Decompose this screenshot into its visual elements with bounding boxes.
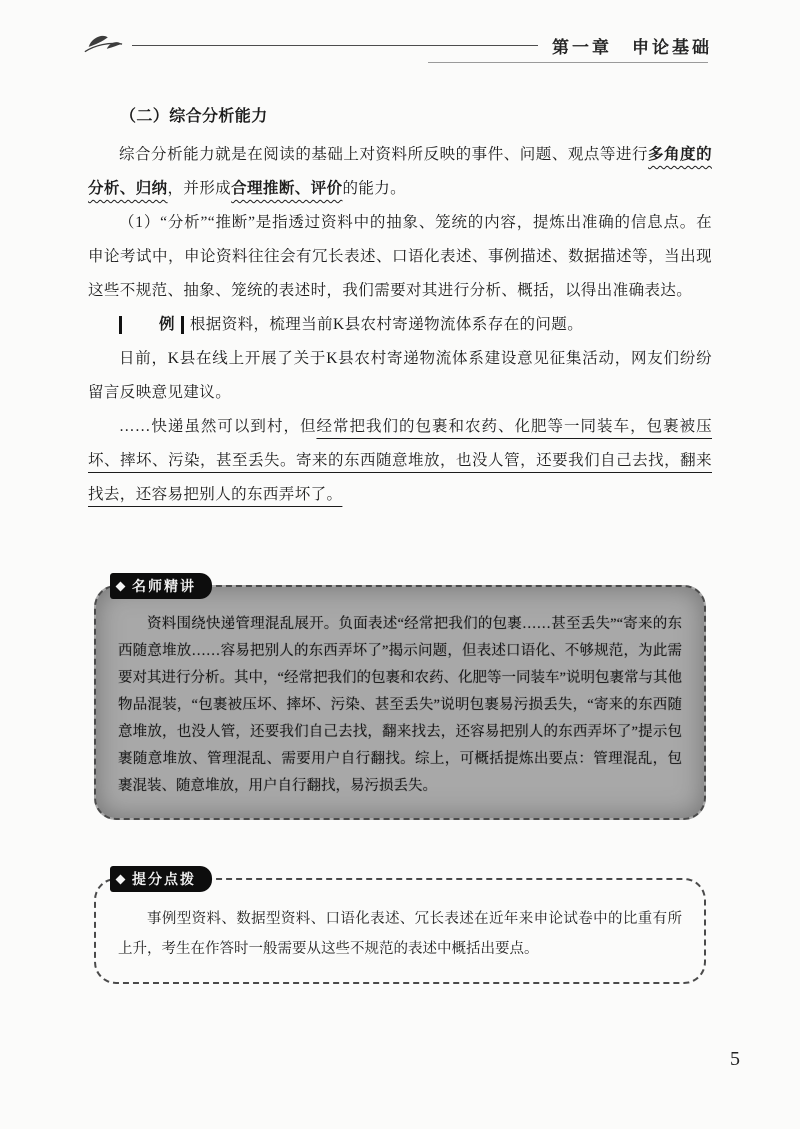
section-heading: （二）综合分析能力	[120, 108, 268, 125]
tip-badge: 提分点拨	[110, 866, 212, 892]
paragraph-analysis-definition: （1）“分析”“推断”是指透过资料中的抽象、笼统的内容，提炼出准确的信息点。在申论考试中，申论资料往往会有冗长表述、口语化表述、事例描述、数据描述等，当出现这些不规范、抽象、笼统的表述时，我们需要对其进行分析、概括，以得出准确表达。	[88, 214, 712, 299]
text-run: 综合分析能力就是在阅读的基础上对资料所反映的事件、问题、观点等进行	[119, 146, 648, 163]
text-run: ……快递虽然可以到村，但	[119, 418, 317, 435]
paragraph-intro	[88, 138, 712, 206]
analysis-box	[94, 585, 706, 820]
emphasized-text: 合理推断、评价	[231, 180, 343, 197]
page-number: 5	[730, 1048, 740, 1070]
example-text: 根据资料，梳理当前K县农村寄递物流体系存在的问题。	[189, 316, 584, 333]
leaf-icon	[82, 32, 124, 58]
example-line	[88, 308, 712, 342]
example-marker: 例	[119, 316, 184, 334]
header-rule	[132, 45, 538, 46]
chapter-title: 第一章 申论基础	[552, 37, 712, 57]
tip-text: 事例型资料、数据型资料、口语化表述、冗长表述在近年来申论试卷中的比重有所上升，考生在作答时一般需要从这些不规范的表述中概括出要点。	[118, 911, 682, 957]
page-header	[82, 30, 712, 60]
main-content	[88, 100, 712, 512]
text-run: 的能力。	[342, 180, 407, 197]
analysis-badge: 名师精讲	[110, 573, 212, 599]
text-run: ，并形成	[167, 180, 232, 197]
tip-section	[94, 873, 706, 984]
paragraph-material-intro: 日前，K县在线上开展了关于K县农村寄递物流体系建设意见征集活动，网友们纷纷留言反映意见建议。	[88, 350, 712, 401]
tip-box	[94, 878, 706, 984]
analysis-section	[94, 580, 706, 820]
underlined-text: 经常把我们的包裹和农药、化肥等一同装车，包裹被压坏、摔坏、污染，甚至丢失。寄来的东西随意堆放，也没人管，还要我们自己去找，翻来找去，还容易把别人的东西弄坏了。	[88, 418, 712, 503]
analysis-text: 资料围绕快递管理混乱展开。负面表述“经常把我们的包裹……甚至丢失”“寄来的东西随意堆放……容易把别人的东西弄坏了”揭示问题，但表述口语化、不够规范，为此需要对其进行分析。其中，“经常把我们的包裹和农药、化肥等一同装车”说明包裹常与其他物品混装，“包裹被压坏、摔坏、污染、甚至丢失”说明包裹易污损丢失，“寄来的东西随意堆放，也没人管，还要我们自己去找，翻来找去，还容易把别人的东西弄坏了”提示包裹随意堆放、管理混乱、需要用户自行翻找。综上，可概括提炼出要点：管理混乱，包裹混装、随意堆放，用户自行翻找，易污损丢失。	[118, 616, 682, 794]
emphasized-text: 多角度的分析、归纳	[88, 146, 712, 197]
header-subrule	[428, 62, 708, 63]
paragraph-quote	[88, 410, 712, 512]
